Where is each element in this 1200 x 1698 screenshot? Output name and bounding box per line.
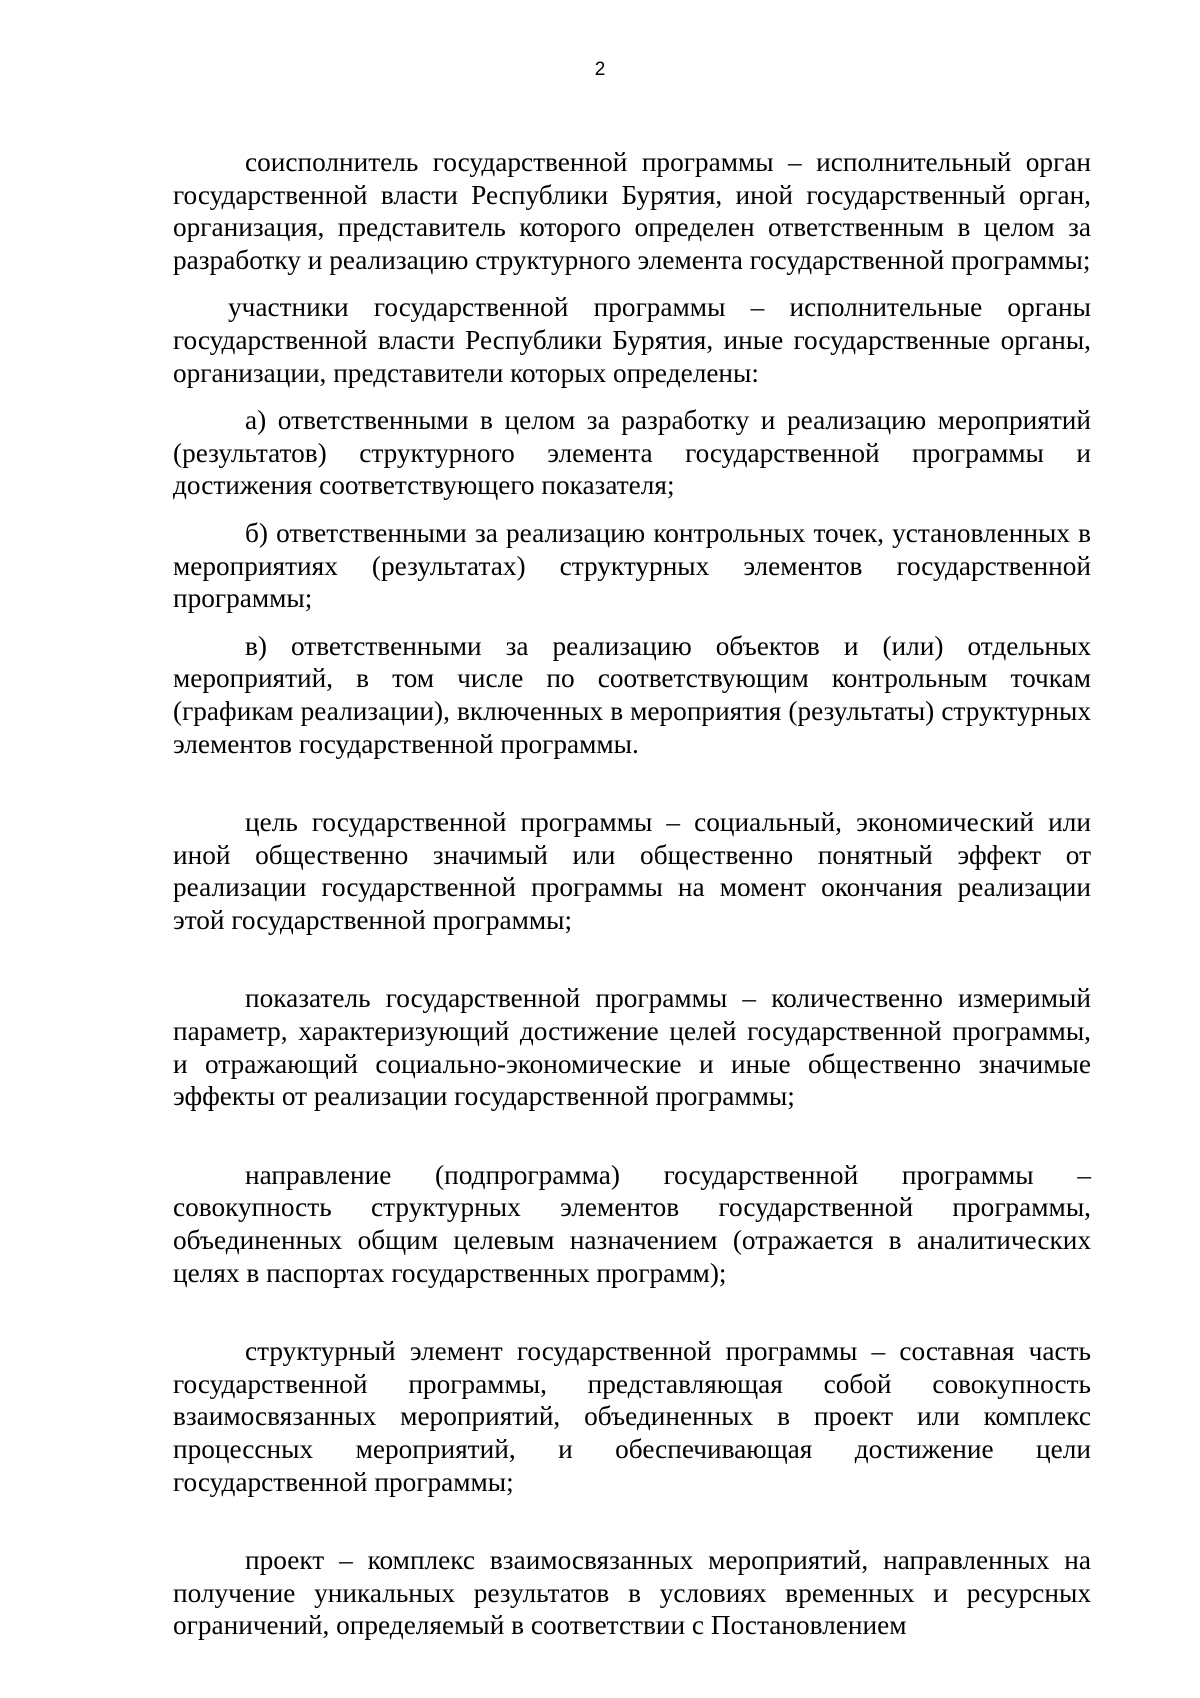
paragraph-participants: участники государственной программы – исполнительные органы государственной власти Республики Бурятия, иные государственные органы, организации, представители которых определены: (173, 292, 1091, 388)
paragraph-co-executor: соисполнитель государственной программы – исполнительный орган государственной власти Республики Бурятия, иной государственный орган, организация, представитель которого определен ответственным в целом за разработку и реализацию структурного элемента государственной программы; (173, 147, 1091, 275)
paragraph-goal: цель государственной программы – социальный, экономический или иной общественно значимый или общественно понятный эффект от реализации государственной программы на момент окончания реализации этой государственной программы; (173, 807, 1091, 935)
paragraph-item-v: в) ответственными за реализацию объектов и (или) отдельных мероприятий, в том числе по соответствующим контрольным точкам (графикам реализации), включенных в мероприятия (результаты) структурных элементов государственной программы. (173, 630, 1091, 759)
paragraph-item-b: б) ответственными за реализацию контрольных точек, установленных в мероприятиях (результатах) структурных элементов государственной программы; (173, 517, 1091, 614)
paragraph-indicator: показатель государственной программы – количественно измеримый параметр, характеризующий достижение целей государственной программы, и отражающий социально-экономические и иные общественно значимые эффекты от реализации государственной программы; (173, 983, 1091, 1112)
paragraph-structural-element: структурный элемент государственной программы – составная часть государственной программы, представляющая собой совокупность взаимосвязанных мероприятий, объединенных в проект или комплекс процессных мероприятий, и обеспечивающая достижение цели государственной программы; (173, 1336, 1091, 1497)
paragraph-project: проект – комплекс взаимосвязанных мероприятий, направленных на получение уникальных результатов в условиях временных и ресурсных ограничений, определяемый в соответствии с Постановлением (173, 1545, 1091, 1641)
paragraph-direction: направление (подпрограмма) государственной программы – совокупность структурных элементов государственной программы, объединенных общим целевым назначением (отражается в аналитических целях в паспортах государственных программ); (173, 1159, 1091, 1288)
paragraph-item-a: а) ответственными в целом за разработку и реализацию мероприятий (результатов) структурного элемента государственной программы и достижения соответствующего показателя; (173, 405, 1091, 501)
page-number: 2 (594, 59, 606, 80)
document-body (173, 146, 1091, 1642)
